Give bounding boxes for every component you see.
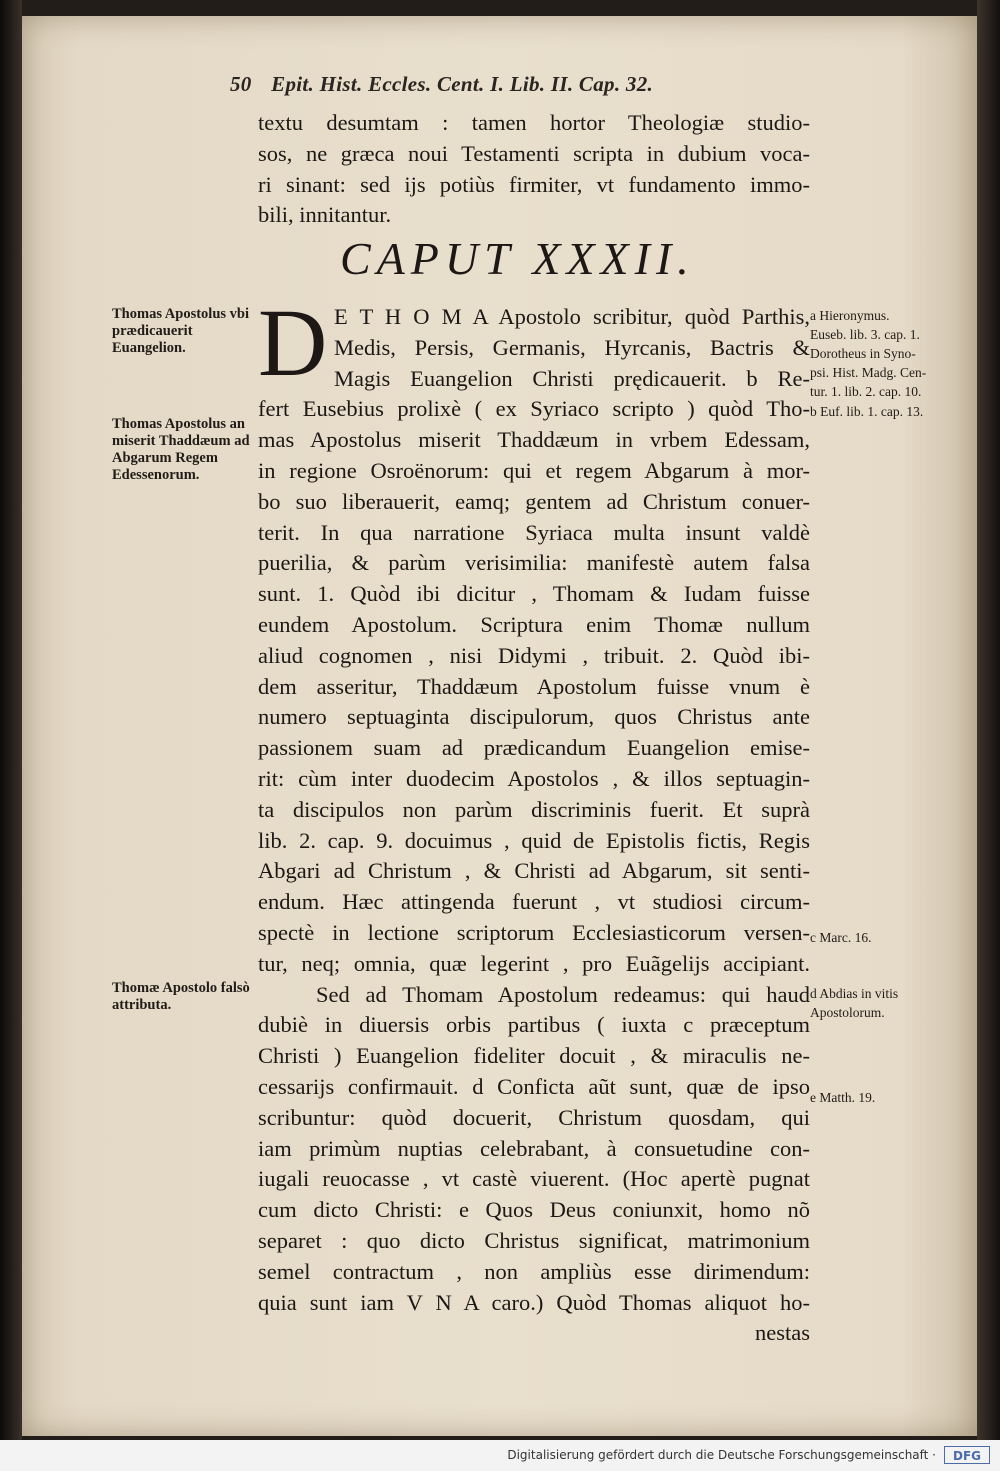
text-line: lib. 2. cap. 9. docuimus , quid de Epistolis fictis, Regis bbox=[258, 827, 810, 853]
margin-line: Dorotheus in Syno- bbox=[810, 346, 916, 361]
text-line: scribuntur: quòd docuerit, Christum quosdam, qui bbox=[258, 1104, 810, 1130]
text-line: sunt. 1. Quòd ibi dicitur , Thomam & Iudam fuisse bbox=[258, 581, 810, 607]
text-line: in regione Osroënorum: qui et regem Abgarum à mor- bbox=[258, 457, 810, 483]
opening-paragraph bbox=[258, 289, 810, 396]
text-line: puerilia, & parùm verisimilia: manifestè autem falsa bbox=[258, 550, 810, 576]
text-line: Magis Euangelion Christi prędicauerit. b Re- bbox=[334, 365, 810, 391]
margin-line: e Matth. 19. bbox=[810, 1090, 876, 1105]
margin-line: a Hieronymus. bbox=[810, 308, 890, 323]
margin-note-right-e bbox=[810, 1088, 960, 1107]
book-edge-right bbox=[977, 0, 1000, 1440]
text-line: semel contractum , non ampliùs esse dirimendum: bbox=[258, 1258, 810, 1284]
text-line: mas Apostolus miserit Thaddæum in vrbem Edessam, bbox=[258, 427, 810, 453]
text-line: bo suo liberauerit, eamq; gentem ad Christum conuer- bbox=[258, 488, 810, 514]
text-line: tur, neq; omnia, quæ legerint , pro Euãgelijs accipiant. bbox=[258, 950, 810, 976]
text-line: cum dicto Christi: e Quos Deus coniunxit, homo nõ bbox=[258, 1197, 810, 1223]
catchword: nestas bbox=[755, 1320, 810, 1346]
footer-credit: Digitalisierung gefördert durch die Deutsche Forschungsgemeinschaft · bbox=[507, 1448, 936, 1462]
running-head bbox=[230, 72, 653, 97]
margin-line: psi. Hist. Madg. Cen- bbox=[810, 365, 927, 380]
chapter-title: CAPUT XXXII. bbox=[340, 233, 695, 284]
book-edge-left bbox=[0, 0, 22, 1440]
text-line: fert Eusebius prolixè ( ex Syriaco scripto ) quòd Tho- bbox=[258, 396, 810, 422]
margin-note-left: Thomas Apostolus an miserit Thaddæum ad Abgarum Regem Edessenorum. bbox=[112, 416, 250, 483]
text-line: bili, innitantur. bbox=[258, 202, 392, 228]
text-line: quia sunt iam V N A caro.) Quòd Thomas aliquot ho- bbox=[258, 1289, 810, 1315]
margin-line: Euseb. lib. 3. cap. 1. bbox=[810, 327, 920, 342]
text-line: Abgari ad Christum , & Christi ad Abgarum, sit senti- bbox=[258, 858, 810, 884]
text-line: E T H O M A Apostolo scribitur, quòd Parthis, bbox=[334, 304, 810, 329]
text-line: Christi ) Euangelion fideliter docuit , & miraculis ne- bbox=[258, 1043, 810, 1069]
text-line: endum. Hæc attingenda fuerunt , vt studiosi circum- bbox=[258, 889, 810, 915]
margin-note-left: Thomas Apostolus vbi prædicauerit Euangelion. bbox=[112, 306, 249, 356]
margin-note-right-c bbox=[810, 928, 960, 947]
page-number: 50 bbox=[230, 72, 252, 96]
text-line: Sed ad Thomam Apostolum redeamus: qui haud bbox=[316, 981, 810, 1007]
dfg-logo: DFG bbox=[944, 1446, 990, 1464]
text-line: rit: cùm inter duodecim Apostolos , & illos septuagin- bbox=[258, 765, 810, 791]
text-line: aliud cognomen , nisi Didymi , tribuit. 2. Quòd ibi- bbox=[258, 642, 810, 668]
text-line: cessarijs confirmauit. d Conficta aũt sunt, quæ de ipso bbox=[258, 1073, 810, 1099]
text-line: sos, ne græca noui Testamenti scripta in dubium voca- bbox=[258, 140, 810, 166]
text-line: Medis, Persis, Germanis, Hyrcanis, Bactris & bbox=[334, 334, 810, 360]
text-line: ta discipulos non parùm discriminis fuerit. Et suprà bbox=[258, 796, 810, 822]
text-line: iugali reuocasse , vt castè viuerent. (Hoc apertè pugnat bbox=[258, 1166, 810, 1192]
margin-line: Apostolorum. bbox=[810, 1005, 885, 1020]
text-line: iam primùm nuptias celebrabant, à consuetudine con- bbox=[258, 1135, 810, 1161]
margin-line: tur. 1. lib. 2. cap. 10. bbox=[810, 384, 922, 399]
margin-line: b Euf. lib. 1. cap. 13. bbox=[810, 404, 924, 419]
chapter-body bbox=[258, 289, 810, 1349]
drop-cap: D bbox=[258, 289, 328, 396]
margin-line: c Marc. 16. bbox=[810, 930, 872, 945]
margin-line: d Abdias in vitis bbox=[810, 986, 899, 1001]
text-line: ri sinant: sed ijs potiùs firmiter, vt fundamento immo- bbox=[258, 171, 810, 197]
running-title: Epit. Hist. Eccles. Cent. I. Lib. II. Cap. 32. bbox=[271, 72, 654, 96]
text-line: numero septuaginta discipulorum, quos Christus ante bbox=[258, 704, 810, 730]
text-line: textu desumtam : tamen hortor Theologiæ studio- bbox=[258, 110, 810, 135]
text-line: spectè in lectione scriptorum Ecclesiasticorum versen- bbox=[258, 919, 810, 945]
margin-note-right-b bbox=[810, 402, 960, 421]
margin-note-right-a bbox=[810, 306, 960, 401]
digitization-footer bbox=[0, 1440, 1000, 1471]
text-line: passionem suam ad prædicandum Euangelion emise- bbox=[258, 735, 810, 761]
text-line: dem asseritur, Thaddæum Apostolum fuisse vnum è bbox=[258, 673, 810, 699]
margin-note-left: Thomæ Apostolo falsò attributa. bbox=[112, 980, 250, 1013]
text-line: terit. In qua narratione Syriaca multa insunt valdè bbox=[258, 519, 810, 545]
continued-text bbox=[258, 108, 810, 231]
text-line: dubiè in diuersis orbis partibus ( iuxta c præceptum bbox=[258, 1012, 810, 1038]
margin-note-right-d bbox=[810, 984, 960, 1022]
text-line: eundem Apostolum. Scriptura enim Thomæ nullum bbox=[258, 611, 810, 637]
text-line: separet : quo dicto Christus significat, matrimonium bbox=[258, 1227, 810, 1253]
